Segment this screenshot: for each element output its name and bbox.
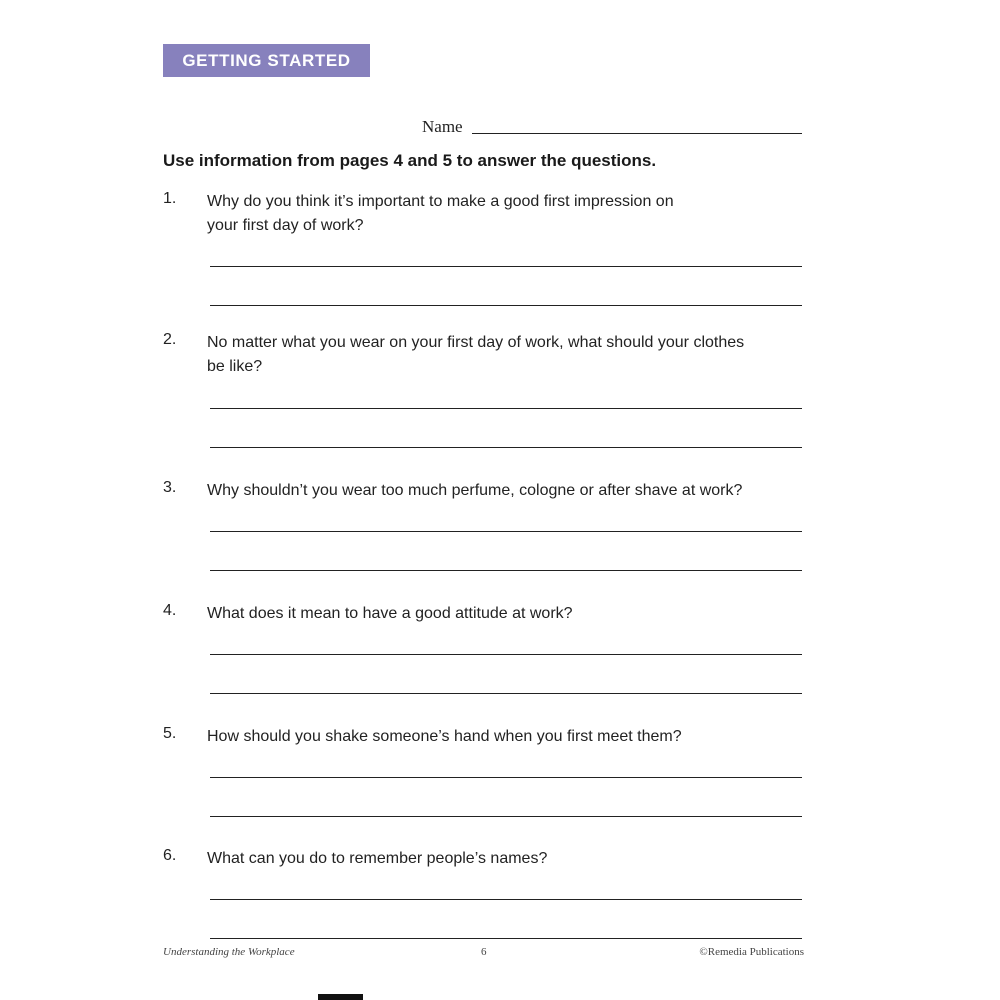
page-footer (163, 946, 804, 962)
question-text (207, 479, 787, 503)
answer-line[interactable] (210, 938, 802, 939)
question-text-line-1: What can you do to remember people’s names? (207, 850, 548, 867)
answer-line[interactable] (210, 266, 802, 267)
footer-copyright: ©Remedia Publications (699, 946, 804, 958)
question-text-line-1: How should you shake someone’s hand when you first meet them? (207, 728, 682, 745)
question-number: 3. (163, 479, 177, 496)
question-number: 1. (163, 190, 177, 207)
question-text-line-1: What does it mean to have a good attitude at work? (207, 605, 573, 622)
question-text (207, 725, 787, 749)
answer-line[interactable] (210, 693, 802, 694)
question-number: 4. (163, 602, 177, 619)
answer-line[interactable] (210, 570, 802, 571)
question-text (207, 190, 787, 238)
bottom-edge-tab (318, 994, 363, 1000)
section-header-badge: GETTING STARTED (163, 44, 370, 77)
question-text (207, 602, 787, 626)
name-label: Name (422, 117, 463, 136)
answer-line[interactable] (210, 531, 802, 532)
instructions-text: Use information from pages 4 and 5 to answer the questions. (163, 151, 657, 170)
answer-line[interactable] (210, 777, 802, 778)
question-text-line-1: No matter what you wear on your first day of work, what should your clothes (207, 334, 745, 351)
answer-line[interactable] (210, 899, 802, 900)
question-text-line-2: your first day of work? (207, 217, 364, 234)
answer-line[interactable] (210, 816, 802, 817)
question-number: 2. (163, 331, 177, 348)
name-write-line[interactable] (472, 133, 802, 134)
name-field (422, 117, 802, 139)
footer-page-number: 6 (481, 946, 487, 958)
question-number: 5. (163, 725, 177, 742)
question-text (207, 331, 787, 379)
question-text-line-1: Why shouldn’t you wear too much perfume, cologne or after shave at work? (207, 482, 743, 499)
answer-line[interactable] (210, 408, 802, 409)
footer-book-title: Understanding the Workplace (163, 946, 295, 958)
question-number: 6. (163, 847, 177, 864)
question-text-line-1: Why do you think it’s important to make a good first impression on (207, 193, 674, 210)
answer-line[interactable] (210, 447, 802, 448)
answer-line[interactable] (210, 654, 802, 655)
answer-line[interactable] (210, 305, 802, 306)
question-text (207, 847, 787, 871)
question-text-line-2: be like? (207, 358, 263, 375)
